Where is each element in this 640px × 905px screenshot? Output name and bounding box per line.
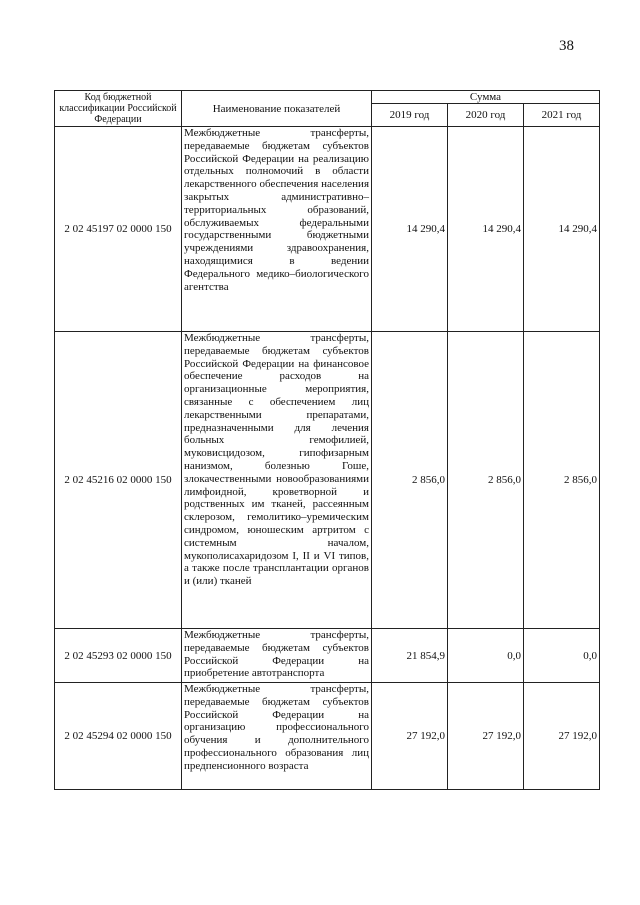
row-value-2019: 14 290,4 [372,127,448,332]
row-description: Межбюджетные трансферты, передаваемые бюджетам субъектов Российской Федерации на приобретение автотранспорта [182,629,372,683]
page-number: 38 [559,38,574,54]
row-code: 2 02 45216 02 0000 150 [55,332,182,629]
row-value-2019: 2 856,0 [372,332,448,629]
header-year-2021: 2021 год [524,104,600,127]
row-value-2021: 0,0 [524,629,600,683]
header-name: Наименование показателей [182,91,372,127]
header-code: Код бюджетной классификации Российской Федерации [55,91,182,127]
table-row [55,683,600,790]
row-description: Межбюджетные трансферты, передаваемые бюджетам субъектов Российской Федерации на организацию профессионального обучения и дополнительного профессионального образования лиц предпенсионного возраста [182,683,372,790]
row-value-2021: 14 290,4 [524,127,600,332]
row-value-2019: 21 854,9 [372,629,448,683]
row-code: 2 02 45294 02 0000 150 [55,683,182,790]
row-value-2020: 2 856,0 [448,332,524,629]
row-value-2020: 27 192,0 [448,683,524,790]
budget-table [54,90,600,790]
row-value-2021: 27 192,0 [524,683,600,790]
header-sum: Сумма [372,91,600,104]
row-code: 2 02 45293 02 0000 150 [55,629,182,683]
header-year-2019: 2019 год [372,104,448,127]
table-row [55,629,600,683]
row-description: Межбюджетные трансферты, передаваемые бюджетам субъектов Российской Федерации на финансовое обеспечение расходов на организационные мероприятия, связанные с обеспечением лиц лекарственными препаратами, предназначенными для лечения больных гемофилией, муковисцидозом, гипофизарным нанизмом, болезнью Гоше, злокачественными новообразованиями лимфоидной, кроветворной и родственных им тканей, рассеянным склерозом, гемолитико–уремическим синдромом, юношеским артритом с системным началом, мукополисахаридозом I, II и VI типов, а также после трансплантации органов и (или) тканей [182,332,372,629]
row-description: Межбюджетные трансферты, передаваемые бюджетам субъектов Российской Федерации на реализацию отдельных полномочий в области лекарственного обеспечения населения закрытых административно–территориальных образований, обслуживаемых федеральными государственными бюджетными учреждениями здравоохранения, находящимися в ведении Федерального медико–биологического агентства [182,127,372,332]
row-value-2021: 2 856,0 [524,332,600,629]
table-row [55,332,600,629]
row-code: 2 02 45197 02 0000 150 [55,127,182,332]
header-year-2020: 2020 год [448,104,524,127]
row-value-2019: 27 192,0 [372,683,448,790]
table-row [55,127,600,332]
row-value-2020: 14 290,4 [448,127,524,332]
row-value-2020: 0,0 [448,629,524,683]
